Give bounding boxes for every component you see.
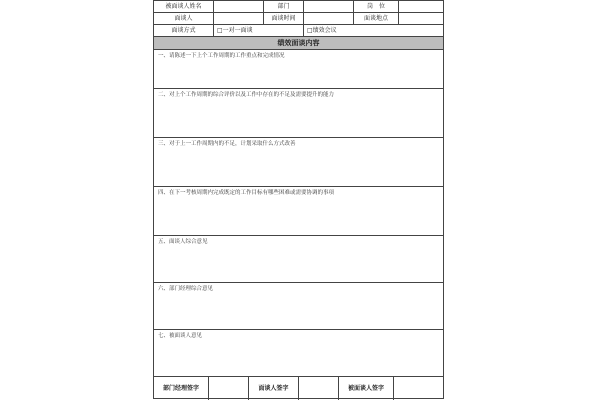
performance-interview-form — [153, 0, 444, 399]
section-title: 绩效面谈内容 — [154, 37, 443, 50]
position-field[interactable] — [399, 1, 443, 12]
header-row-2 — [154, 13, 443, 25]
dept-manager-signature-label: 部门经理签字 — [154, 377, 209, 400]
question-block[interactable] — [154, 50, 443, 89]
question-text: 二、对上个工作周期的综合评价以及工作中存在的不足及需要提升的能力 — [158, 92, 335, 98]
department-field[interactable] — [304, 1, 354, 12]
question-text: 一、请陈述一下上个工作周期的工作重点和完成情况 — [158, 53, 285, 59]
interviewee-signature-label: 被面谈人签字 — [339, 377, 394, 400]
question-block[interactable] — [154, 330, 443, 377]
question-text: 六、部门经理综合意见 — [158, 286, 214, 292]
question-block[interactable] — [154, 283, 443, 330]
question-block[interactable] — [154, 187, 443, 236]
interviewee-name-label: 被面谈人姓名 — [154, 1, 214, 12]
question-block[interactable] — [154, 138, 443, 187]
dept-manager-signature-field[interactable] — [209, 377, 249, 400]
question-text: 三、对于上一工作周期内的不足，计划采取什么方式改善 — [158, 141, 296, 147]
header-row-1 — [154, 1, 443, 13]
interview-location-label: 面谈地点 — [354, 13, 399, 24]
interview-method-label: 面谈方式 — [154, 25, 214, 36]
question-block[interactable] — [154, 236, 443, 283]
interviewer-label: 面谈人 — [154, 13, 214, 24]
header-row-3 — [154, 25, 443, 37]
question-text: 七、被面谈人意见 — [158, 333, 203, 339]
interview-time-field[interactable] — [304, 13, 354, 24]
question-text: 五、面谈人综合意见 — [158, 239, 208, 245]
interviewee-name-field[interactable] — [214, 1, 264, 12]
interviewee-signature-field[interactable] — [394, 377, 443, 400]
interview-location-field[interactable] — [399, 13, 443, 24]
signature-row — [154, 377, 443, 400]
position-label: 岗 位 — [354, 1, 399, 12]
interviewer-signature-label: 面谈人签字 — [249, 377, 299, 400]
performance-meeting-option[interactable]: □绩效会议 — [307, 27, 337, 34]
interviewer-field[interactable] — [214, 13, 264, 24]
department-label: 部门 — [264, 1, 304, 12]
question-block[interactable] — [154, 89, 443, 138]
interviewer-signature-field[interactable] — [299, 377, 339, 400]
one-on-one-option[interactable]: □一对一面谈 — [214, 25, 304, 36]
question-text: 四、在下一考核周期内完成既定的工作目标有哪些困难或需要协调的事项 — [158, 190, 335, 196]
interview-time-label: 面谈时间 — [264, 13, 304, 24]
